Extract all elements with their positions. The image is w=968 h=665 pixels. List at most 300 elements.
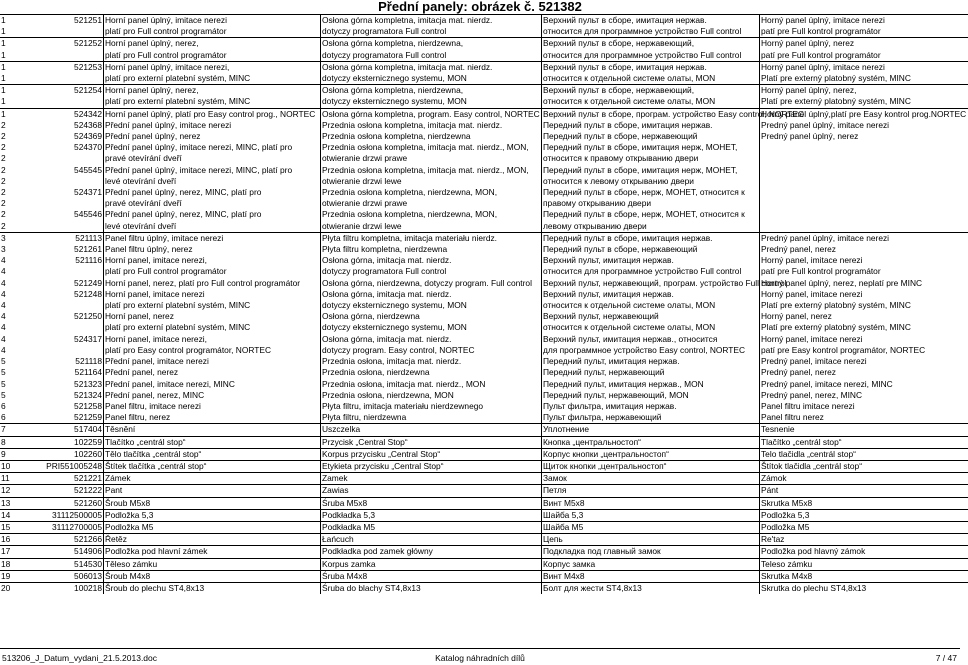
row-part-code: 521222 [15, 485, 104, 497]
row-desc-pl: Zamek [321, 473, 542, 485]
row-desc-pl: Śruba M5x8 [321, 497, 542, 509]
parts-table [0, 14, 968, 594]
row-part-code: 524369 [15, 131, 104, 142]
table-row [0, 448, 968, 460]
table-row [0, 131, 968, 142]
table-row [0, 436, 968, 448]
row-desc-pl: otwieranie drzwi lewe [321, 176, 542, 187]
row-desc-pl: dotyczy eksternicznego systemu, MON [321, 322, 542, 333]
row-desc-ru: Верхний пульт в сборе, имитация нержав. [542, 61, 760, 73]
row-part-code: 506013 [15, 570, 104, 582]
row-part-code [15, 345, 104, 356]
row-desc-pl: Etykieta przycisku „Central Stop“ [321, 460, 542, 472]
row-desc-sk: Horný panel, imitace nerezi [760, 255, 968, 266]
row-desc-pl: dotyczy program. Easy control, NORTEC [321, 345, 542, 356]
row-part-code: 31112500005 [15, 509, 104, 521]
row-desc-sk: Predný panel, nerez [760, 367, 968, 378]
table-row [0, 460, 968, 472]
page-footer [0, 648, 960, 663]
row-desc-sk: Predný panel, nerez, MINC [760, 390, 968, 401]
row-desc-sk: Horný panel, imitace nerezi [760, 289, 968, 300]
row-part-code: 521251 [15, 15, 104, 27]
row-desc-ru: Болт для жести ST4,8x13 [542, 582, 760, 594]
row-desc-cz: Přední panel úplný, imitace nerezi [104, 120, 321, 131]
row-desc-ru: Верхний пульт, нержавеющий, програм. устройство Full control [542, 278, 760, 289]
table-row [0, 546, 968, 558]
footer-document-name: 513206_J_Datum_vydani_21.5.2013.doc [2, 651, 157, 665]
row-position: 15 [0, 521, 15, 533]
table-row [0, 165, 968, 176]
row-desc-sk [760, 176, 968, 187]
row-desc-cz: Šroub do plechu ST4,8x13 [104, 582, 321, 594]
row-desc-pl: Osłona górna kompletna, nierdzewna, [321, 38, 542, 50]
row-part-code: 514530 [15, 558, 104, 570]
row-desc-cz: Horní panel úplný, imitace nerezi [104, 15, 321, 27]
row-desc-ru: Верхний пульт в сборе, имитация нержав. [542, 15, 760, 27]
row-position: 2 [0, 153, 15, 164]
row-desc-pl: Osłona górna, imitacja mat. nierdz. [321, 255, 542, 266]
row-position: 14 [0, 509, 15, 521]
row-desc-pl: dotyczy programatora Full control [321, 50, 542, 62]
row-desc-sk [760, 153, 968, 164]
row-position: 4 [0, 322, 15, 333]
table-row [0, 289, 968, 300]
row-part-code: 521254 [15, 85, 104, 97]
table-row [0, 497, 968, 509]
row-part-code: 521250 [15, 311, 104, 322]
table-row [0, 198, 968, 209]
row-position: 6 [0, 401, 15, 412]
row-part-code: 521252 [15, 38, 104, 50]
row-desc-ru: для программное устройство Easy control, NORTEC [542, 345, 760, 356]
row-part-code [15, 73, 104, 85]
row-desc-pl: otwieranie drzwi prawe [321, 198, 542, 209]
row-desc-pl: Przednia osłona kompletna, imitacja mat. nierdz., MON, [321, 165, 542, 176]
table-row [0, 570, 968, 582]
row-desc-cz: Horní panel úplný, platí pro Easy control prog., NORTEC [104, 108, 321, 120]
table-row [0, 244, 968, 255]
row-desc-ru: относится к отдельной системе олаты, MON [542, 96, 760, 108]
row-desc-pl: Przednia osłona, imitacja mat. nierdz. [321, 356, 542, 367]
row-desc-pl: Przednia osłona kompletna, nierdzewna [321, 131, 542, 142]
row-desc-cz: Přední panel, nerez [104, 367, 321, 378]
row-desc-sk: Horný panel úplný, nerez [760, 38, 968, 50]
row-desc-ru: относится к отдельной системе олаты, MON [542, 322, 760, 333]
row-desc-ru: Передний пульт, имитация нержав. [542, 356, 760, 367]
table-row [0, 473, 968, 485]
row-part-code: 100218 [15, 582, 104, 594]
table-row [0, 96, 968, 108]
row-desc-cz: Horní panel úplný, nerez, [104, 38, 321, 50]
row-desc-cz: Přední panel úplný, nerez, MINC, platí pro [104, 187, 321, 198]
row-desc-pl: Łańcuch [321, 534, 542, 546]
row-desc-pl: Śruba do blachy ST4,8x13 [321, 582, 542, 594]
row-desc-sk: Telo tlačidla „centrál stop“ [760, 448, 968, 460]
row-desc-cz: Panel filtru úplný, nerez [104, 244, 321, 255]
footer-page-number: 7 / 47 [936, 651, 957, 665]
row-desc-sk: Predný panel, imitace nerezi, MINC [760, 379, 968, 390]
row-part-code: 521323 [15, 379, 104, 390]
row-position: 1 [0, 96, 15, 108]
row-desc-cz: levé otevírání dveří [104, 221, 321, 233]
table-row [0, 38, 968, 50]
row-position: 19 [0, 570, 15, 582]
table-row [0, 311, 968, 322]
row-desc-sk: Horný panel úplný,platí pre Easy kontrol prog.NORTEC [760, 108, 968, 120]
row-part-code [15, 50, 104, 62]
table-row [0, 278, 968, 289]
table-row [0, 509, 968, 521]
row-desc-ru: Передний пульт в сборе, имитация нержав. [542, 232, 760, 244]
row-desc-sk: patí pre Easy kontrol programátor, NORTEC [760, 345, 968, 356]
table-row [0, 356, 968, 367]
row-part-code: 521116 [15, 255, 104, 266]
row-desc-ru: Верхний пульт, нержавеющий [542, 311, 760, 322]
row-desc-pl: Osłona górna, imitacja mat. nierdz. [321, 289, 542, 300]
row-desc-pl: Przednia osłona, nierdzewna [321, 367, 542, 378]
table-row [0, 322, 968, 333]
row-desc-pl: Płyta filtru, nierdzewna [321, 412, 542, 424]
row-desc-ru: Передний пульт, имитация нержав., MON [542, 379, 760, 390]
row-position: 1 [0, 61, 15, 73]
row-desc-sk: patí pre Full kontrol programátor [760, 50, 968, 62]
table-row [0, 85, 968, 97]
row-desc-sk: patí pre Full kontrol programátor [760, 266, 968, 277]
row-position: 1 [0, 15, 15, 27]
row-position: 2 [0, 142, 15, 153]
row-desc-pl: Podkładka 5,3 [321, 509, 542, 521]
row-desc-ru: Петля [542, 485, 760, 497]
row-desc-sk: Panel filtru nerez [760, 412, 968, 424]
row-desc-cz: Přední panel úplný, imitace nerezi, MINC, platí pro [104, 165, 321, 176]
table-row [0, 153, 968, 164]
row-desc-sk: Predný panel, imitace nerezi [760, 356, 968, 367]
row-desc-sk: Horný panel úplný, imitace nerezi [760, 15, 968, 27]
row-position: 2 [0, 165, 15, 176]
row-desc-cz: Těleso zámku [104, 558, 321, 570]
row-position: 2 [0, 131, 15, 142]
table-row [0, 367, 968, 378]
row-desc-pl: Uszczelka [321, 424, 542, 436]
row-part-code [15, 300, 104, 311]
row-position: 2 [0, 176, 15, 187]
row-desc-cz: Štítek tlačítka „centrál stop“ [104, 460, 321, 472]
row-position: 1 [0, 38, 15, 50]
table-row [0, 142, 968, 153]
row-position: 18 [0, 558, 15, 570]
table-row [0, 26, 968, 38]
row-desc-sk [760, 221, 968, 233]
row-desc-cz: platí pro Full control programátor [104, 266, 321, 277]
row-desc-sk: Tesnenie [760, 424, 968, 436]
row-desc-cz: Panel filtru úplný, imitace nerezi [104, 232, 321, 244]
row-part-code: 524370 [15, 142, 104, 153]
row-desc-ru: Цепь [542, 534, 760, 546]
row-desc-pl: Osłona górna kompletna, program. Easy control, NORTEC [321, 108, 542, 120]
row-position: 5 [0, 356, 15, 367]
row-part-code: 521259 [15, 412, 104, 424]
row-desc-cz: Panel filtru, nerez [104, 412, 321, 424]
row-desc-ru: Замок [542, 473, 760, 485]
table-row [0, 345, 968, 356]
row-part-code: 524317 [15, 334, 104, 345]
row-desc-sk: Platí pre externý platobný systém, MINC [760, 322, 968, 333]
row-part-code: 521258 [15, 401, 104, 412]
row-desc-pl: Przednia osłona kompletna, nierdzewna, MON, [321, 187, 542, 198]
row-position: 1 [0, 73, 15, 85]
row-desc-cz: Horní panel, nerez [104, 311, 321, 322]
row-desc-sk: Platí pre externý platobný systém, MINC [760, 96, 968, 108]
row-position: 4 [0, 334, 15, 345]
row-position: 12 [0, 485, 15, 497]
row-position: 5 [0, 390, 15, 401]
table-row [0, 558, 968, 570]
row-desc-sk [760, 187, 968, 198]
row-desc-sk: patí pre Full kontrol programátor [760, 26, 968, 38]
row-desc-pl: Przycisk „Central Stop“ [321, 436, 542, 448]
row-desc-sk: Predný panel, nerez [760, 244, 968, 255]
row-desc-pl: Płyta filtru, imitacja materiału nierdzewnego [321, 401, 542, 412]
row-desc-ru: Щиток кнопки „центральностоп“ [542, 460, 760, 472]
table-row [0, 61, 968, 73]
row-desc-sk: Predný panel úplný, nerez [760, 131, 968, 142]
row-desc-cz: Šroub M4x8 [104, 570, 321, 582]
row-desc-ru: Передний пульт, нержавеющий, MON [542, 390, 760, 401]
row-desc-pl: Osłona górna kompletna, imitacja mat. nierdz. [321, 61, 542, 73]
row-desc-sk: Horný panel úplný, nerez, neplatí pre MINC [760, 278, 968, 289]
row-desc-ru: Верхний пульт, имитация нержав. [542, 289, 760, 300]
row-desc-ru: относится к отдельной системе олаты, MON [542, 73, 760, 85]
table-row [0, 50, 968, 62]
row-desc-ru: Верхний пульт в сборе, програм. устройство Easy control, NORTEC [542, 108, 760, 120]
table-row [0, 187, 968, 198]
row-desc-cz: Tělo tlačítka „centrál stop“ [104, 448, 321, 460]
row-desc-sk [760, 209, 968, 220]
row-desc-ru: Передний пульт, нержавеющий [542, 367, 760, 378]
row-position: 6 [0, 412, 15, 424]
row-position: 4 [0, 266, 15, 277]
row-part-code: 102260 [15, 448, 104, 460]
row-desc-ru: Верхний пульт, имитация нержав., относится [542, 334, 760, 345]
row-desc-sk [760, 165, 968, 176]
row-position: 4 [0, 289, 15, 300]
row-desc-cz: platí pro Easy control programátor, NORTEC [104, 345, 321, 356]
row-desc-pl: otwieranie drzwi prawe [321, 153, 542, 164]
row-desc-cz: Těsnění [104, 424, 321, 436]
row-desc-pl: Płyta filtru kompletna, nierdzewna [321, 244, 542, 255]
row-desc-cz: Horní panel, nerez, platí pro Full control programátor [104, 278, 321, 289]
row-part-code: 521164 [15, 367, 104, 378]
parts-table-body [0, 15, 968, 595]
row-position: 4 [0, 311, 15, 322]
row-desc-sk: Podložka 5,3 [760, 509, 968, 521]
row-desc-sk: Predný panel úplný, imitace nerezi [760, 232, 968, 244]
row-desc-cz: platí pro externí platební systém, MINC [104, 322, 321, 333]
row-position: 4 [0, 300, 15, 311]
row-desc-ru: относится к правому открыванию двери [542, 153, 760, 164]
row-desc-ru: Верхний пульт в сборе, нержавеющий, [542, 38, 760, 50]
row-desc-cz: Přední panel úplný, nerez [104, 131, 321, 142]
row-desc-cz: Panel filtru, imitace nerezi [104, 401, 321, 412]
row-desc-cz: Horní panel úplný, nerez, [104, 85, 321, 97]
row-desc-ru: Уплотнение [542, 424, 760, 436]
footer-catalog-title: Katalog náhradních dílů [0, 651, 960, 665]
row-part-code [15, 198, 104, 209]
table-row [0, 424, 968, 436]
row-position: 17 [0, 546, 15, 558]
row-desc-cz: Přední panel, imitace nerezi, MINC [104, 379, 321, 390]
row-part-code [15, 96, 104, 108]
row-position: 11 [0, 473, 15, 485]
row-desc-cz: Horní panel, imitace nerezi, [104, 334, 321, 345]
row-position: 7 [0, 424, 15, 436]
row-desc-cz: platí pro Full control programátor [104, 26, 321, 38]
row-desc-ru: Передний пульт в сборе, нержавеющий [542, 131, 760, 142]
row-desc-ru: относится для программное устройство Full control [542, 50, 760, 62]
row-position: 2 [0, 198, 15, 209]
row-desc-pl: Osłona górna, nierdzewna, dotyczy program. Full control [321, 278, 542, 289]
row-desc-ru: Передний пульт в сборе, нерж, МОНЕТ, относится к [542, 187, 760, 198]
row-desc-cz: Horní panel, imitace nerezi [104, 289, 321, 300]
row-desc-pl: Przednia osłona kompletna, nierdzewna, MON, [321, 209, 542, 220]
row-desc-ru: относится для программное устройство Full control [542, 266, 760, 277]
row-position: 3 [0, 244, 15, 255]
row-part-code: 521113 [15, 232, 104, 244]
row-desc-cz: Přední panel úplný, nerez, MINC, platí pro [104, 209, 321, 220]
row-desc-cz: levé otevírání dveří [104, 176, 321, 187]
table-row [0, 232, 968, 244]
row-desc-sk: Platí pre externý platobný systém, MINC [760, 73, 968, 85]
row-part-code: 102259 [15, 436, 104, 448]
row-position: 3 [0, 232, 15, 244]
table-row [0, 582, 968, 594]
row-desc-ru: относится к левому открыванию двери [542, 176, 760, 187]
row-desc-pl: Śruba M4x8 [321, 570, 542, 582]
table-row [0, 412, 968, 424]
table-row [0, 300, 968, 311]
row-desc-cz: Tlačítko „centrál stop“ [104, 436, 321, 448]
table-row [0, 334, 968, 345]
row-desc-sk: Horný panel, nerez [760, 311, 968, 322]
row-position: 9 [0, 448, 15, 460]
table-row [0, 73, 968, 85]
row-desc-ru: относится к отдельной системе олаты, MON [542, 300, 760, 311]
row-desc-pl: Korpus przycisku „Central Stop“ [321, 448, 542, 460]
page-title: Přední panely: obrázek č. 521382 [0, 0, 960, 14]
row-desc-ru: Передний пульт в сборе, нерж, МОНЕТ, относится к [542, 209, 760, 220]
row-position: 2 [0, 120, 15, 131]
row-desc-cz: Horní panel úplný, imitace nerezi, [104, 61, 321, 73]
row-desc-sk: Pánt [760, 485, 968, 497]
table-row [0, 176, 968, 187]
row-desc-cz: platí pro externí platební systém, MINC [104, 300, 321, 311]
row-desc-cz: Šroub M5x8 [104, 497, 321, 509]
row-part-code [15, 322, 104, 333]
row-desc-ru: Подкладка под главный замок [542, 546, 760, 558]
row-position: 1 [0, 50, 15, 62]
row-desc-pl: Osłona górna kompletna, imitacja mat. nierdz. [321, 15, 542, 27]
table-row [0, 255, 968, 266]
row-part-code: 524371 [15, 187, 104, 198]
row-desc-ru: Передний пульт в сборе, нержавеющий [542, 244, 760, 255]
row-desc-pl: Zawias [321, 485, 542, 497]
row-desc-pl: otwieranie drzwi lewe [321, 221, 542, 233]
row-desc-cz: pravé otevírání dveří [104, 153, 321, 164]
row-position: 8 [0, 436, 15, 448]
row-desc-pl: Przednia osłona, nierdzewna, MON [321, 390, 542, 401]
row-desc-pl: Podkładka M5 [321, 521, 542, 533]
row-desc-sk: Štítok tlačidla „centrál stop“ [760, 460, 968, 472]
row-desc-ru: Пульт фильтра, имитация нержав. [542, 401, 760, 412]
row-desc-sk: Skrutka M5x8 [760, 497, 968, 509]
row-desc-sk [760, 198, 968, 209]
row-desc-sk: Podložka pod hlavný zámok [760, 546, 968, 558]
row-position: 4 [0, 278, 15, 289]
row-desc-pl: Osłona górna kompletna, nierdzewna, [321, 85, 542, 97]
row-part-code: 524342 [15, 108, 104, 120]
row-desc-ru: Передний пульт в сборе, имитация нержав. [542, 120, 760, 131]
table-row [0, 521, 968, 533]
row-desc-cz: platí pro externí platební systém, MINC [104, 96, 321, 108]
row-position: 5 [0, 367, 15, 378]
row-desc-sk: Horný panel, imitace nerezi [760, 334, 968, 345]
row-desc-ru: Верхний пульт, имитация нержав. [542, 255, 760, 266]
row-desc-ru: Шайба 5,3 [542, 509, 760, 521]
row-desc-sk [760, 142, 968, 153]
row-position: 1 [0, 26, 15, 38]
row-position: 20 [0, 582, 15, 594]
row-desc-pl: dotyczy eksternicznego systemu, MON [321, 73, 542, 85]
row-desc-cz: Podložka M5 [104, 521, 321, 533]
table-row [0, 485, 968, 497]
row-position: 13 [0, 497, 15, 509]
row-part-code [15, 153, 104, 164]
row-desc-cz: Horní panel, imitace nerezi, [104, 255, 321, 266]
table-row [0, 108, 968, 120]
row-desc-sk: Panel filtru imitace nerezi [760, 401, 968, 412]
row-part-code: 521253 [15, 61, 104, 73]
row-part-code [15, 176, 104, 187]
table-row [0, 209, 968, 220]
row-position: 16 [0, 534, 15, 546]
row-part-code: 545545 [15, 165, 104, 176]
row-desc-pl: Przednia osłona kompletna, imitacja mat. nierdz., MON, [321, 142, 542, 153]
row-part-code: 545546 [15, 209, 104, 220]
row-part-code: 521261 [15, 244, 104, 255]
row-desc-cz: Přední panel, imitace nerezi [104, 356, 321, 367]
row-desc-ru: Корпус замка [542, 558, 760, 570]
table-row [0, 221, 968, 233]
row-desc-ru: Корпус кнопки „центральностоп“ [542, 448, 760, 460]
row-desc-pl: Płyta filtru kompletna, imitacja materiału nierdz. [321, 232, 542, 244]
row-position: 4 [0, 345, 15, 356]
row-desc-sk: Teleso zámku [760, 558, 968, 570]
row-position: 1 [0, 108, 15, 120]
row-part-code [15, 26, 104, 38]
row-desc-ru: Пульт фильтра, нержавеющий [542, 412, 760, 424]
row-part-code [15, 221, 104, 233]
row-desc-pl: Przednia osłona, imitacja mat. nierdz., MON [321, 379, 542, 390]
row-position: 4 [0, 255, 15, 266]
row-desc-sk: Re'taz [760, 534, 968, 546]
row-position: 5 [0, 379, 15, 390]
row-position: 2 [0, 221, 15, 233]
row-desc-sk: Skrutka do plechu ST4,8x13 [760, 582, 968, 594]
row-desc-pl: dotyczy programatora Full control [321, 266, 542, 277]
row-desc-sk: Tlačítko „centrál stop“ [760, 436, 968, 448]
row-desc-cz: pravé otevírání dveří [104, 198, 321, 209]
row-desc-ru: Винт M4x8 [542, 570, 760, 582]
